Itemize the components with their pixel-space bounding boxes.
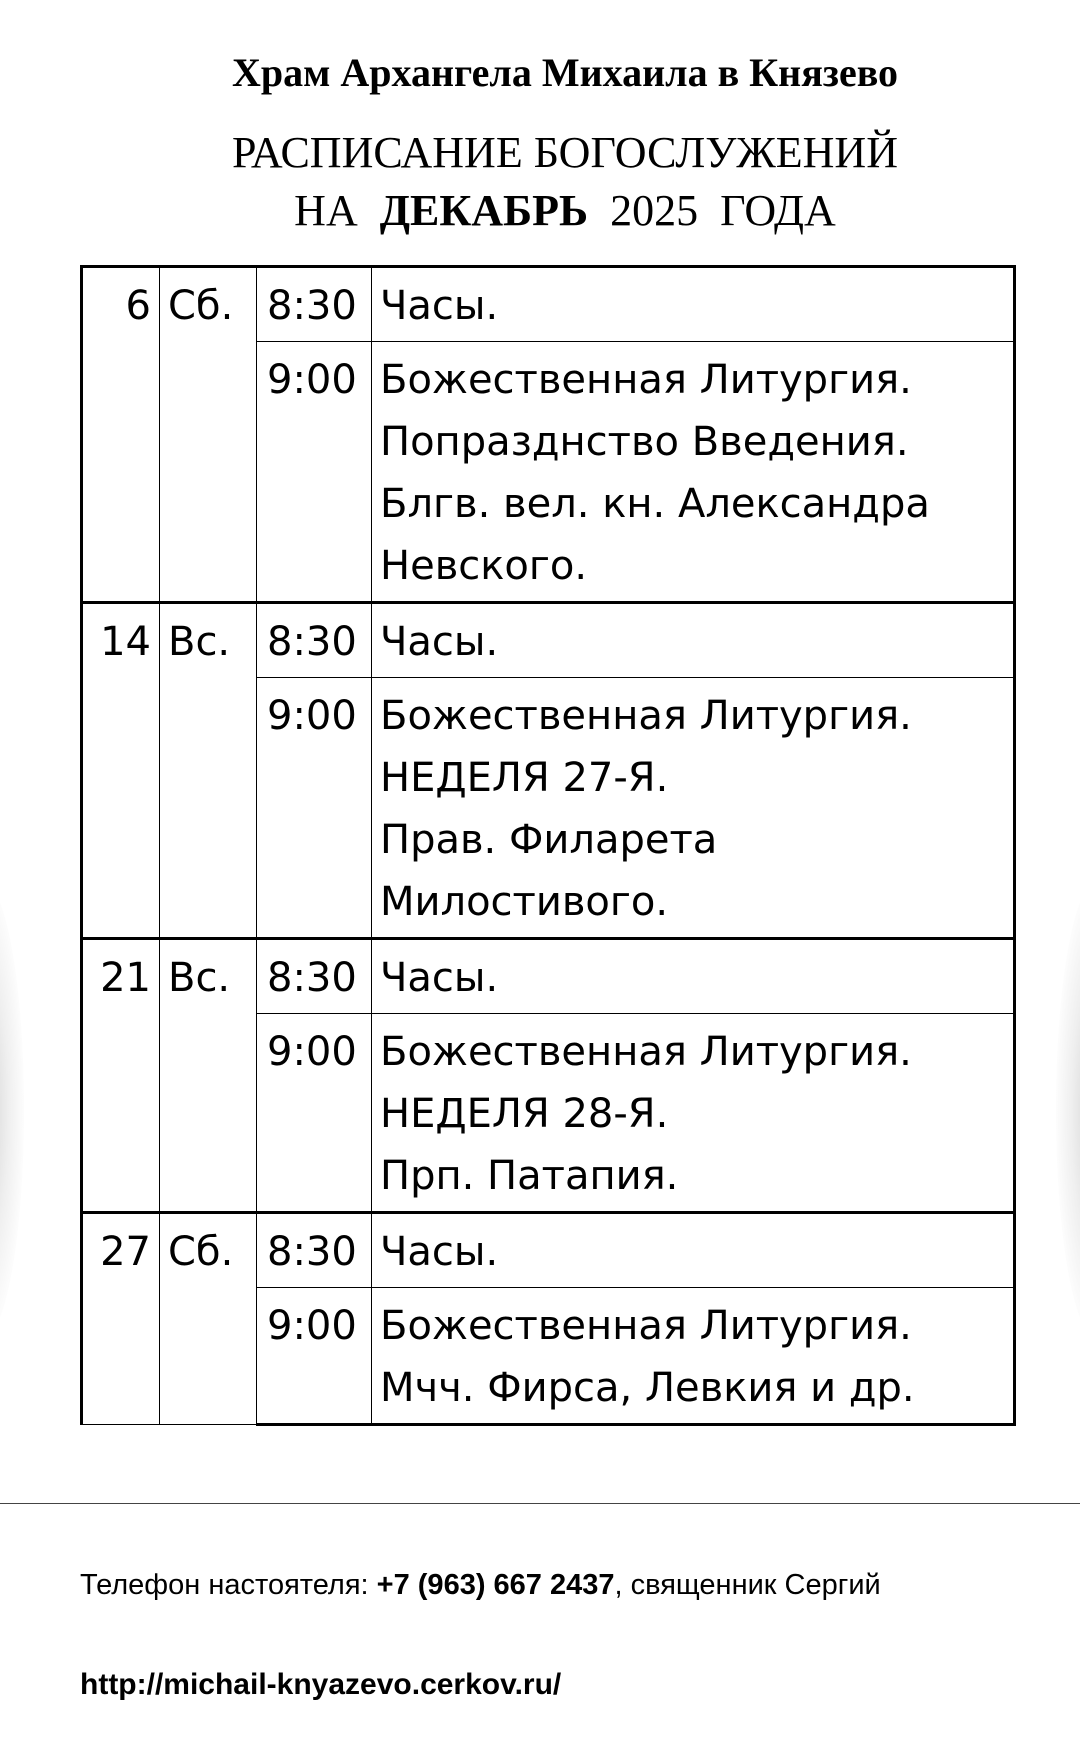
edge-shadow-right	[1056, 880, 1080, 1340]
service-line: Мчч. Фирса, Левкия и др.	[380, 1365, 915, 1411]
day-number: 21	[82, 939, 160, 1213]
service-time: 9:00	[257, 1014, 372, 1213]
service-line: Божественная Литургия.	[380, 693, 912, 739]
weekday: Вс.	[160, 939, 257, 1213]
service-line: Божественная Литургия.	[380, 1029, 912, 1075]
service-line: Часы.	[380, 1229, 499, 1275]
service-time: 8:30	[257, 603, 372, 678]
title-prefix: НА	[294, 186, 358, 235]
service-line: Попразднство Введения.	[380, 419, 909, 465]
service-time: 9:00	[257, 1288, 372, 1425]
day-number: 27	[82, 1213, 160, 1425]
phone-number[interactable]: +7 (963) 667 2437	[376, 1569, 615, 1601]
edge-shadow-left	[0, 880, 24, 1340]
service-description	[372, 1288, 1015, 1425]
title-line-1: РАСПИСАНИЕ БОГОСЛУЖЕНИЙ	[232, 128, 898, 177]
table-row	[82, 1213, 1015, 1288]
title-year: 2025	[610, 186, 699, 235]
title-month: ДЕКАБРЬ	[379, 186, 589, 235]
service-description	[372, 939, 1015, 1014]
table-row	[82, 939, 1015, 1014]
service-line: Блгв. вел. кн. Александра	[380, 481, 930, 527]
service-time: 8:30	[257, 267, 372, 342]
service-line: Часы.	[380, 283, 499, 329]
service-description	[372, 342, 1015, 603]
schedule-title	[130, 124, 1000, 240]
service-line: НЕДЕЛЯ 27-Я.	[380, 755, 669, 801]
schedule-table	[80, 265, 1016, 1426]
service-line: Божественная Литургия.	[380, 357, 912, 403]
service-line: Часы.	[380, 619, 499, 665]
service-time: 8:30	[257, 939, 372, 1014]
service-line: Прав. Филарета	[380, 817, 718, 863]
church-name: Храм Архангела Михаила в Князево	[231, 50, 899, 95]
service-time: 9:00	[257, 678, 372, 939]
service-description	[372, 603, 1015, 678]
service-description	[372, 1014, 1015, 1213]
service-line: Божественная Литургия.	[380, 1303, 912, 1349]
service-description	[372, 267, 1015, 342]
weekday: Вс.	[160, 603, 257, 939]
contact-info	[80, 1568, 980, 1602]
service-line: Часы.	[380, 955, 499, 1001]
table-row	[82, 267, 1015, 342]
day-number: 14	[82, 603, 160, 939]
website-link[interactable]: http://michail-knyazevo.cerkov.ru/	[80, 1668, 562, 1701]
service-line: Невского.	[380, 543, 588, 589]
service-time: 9:00	[257, 342, 372, 603]
service-line: Милостивого.	[380, 879, 669, 925]
weekday: Сб.	[160, 267, 257, 603]
footer-divider	[0, 1503, 1080, 1504]
title-line-2	[130, 182, 1000, 240]
page-header	[130, 48, 1000, 240]
service-description	[372, 1213, 1015, 1288]
phone-label: Телефон настоятеля:	[80, 1569, 377, 1601]
service-time: 8:30	[257, 1213, 372, 1288]
service-line: НЕДЕЛЯ 28-Я.	[380, 1091, 669, 1137]
service-line: Прп. Патапия.	[380, 1153, 679, 1199]
weekday: Сб.	[160, 1213, 257, 1425]
title-suffix: ГОДА	[720, 186, 836, 235]
table-row	[82, 603, 1015, 678]
day-number: 6	[82, 267, 160, 603]
priest-name: , священник Сергий	[614, 1569, 881, 1601]
service-description	[372, 678, 1015, 939]
